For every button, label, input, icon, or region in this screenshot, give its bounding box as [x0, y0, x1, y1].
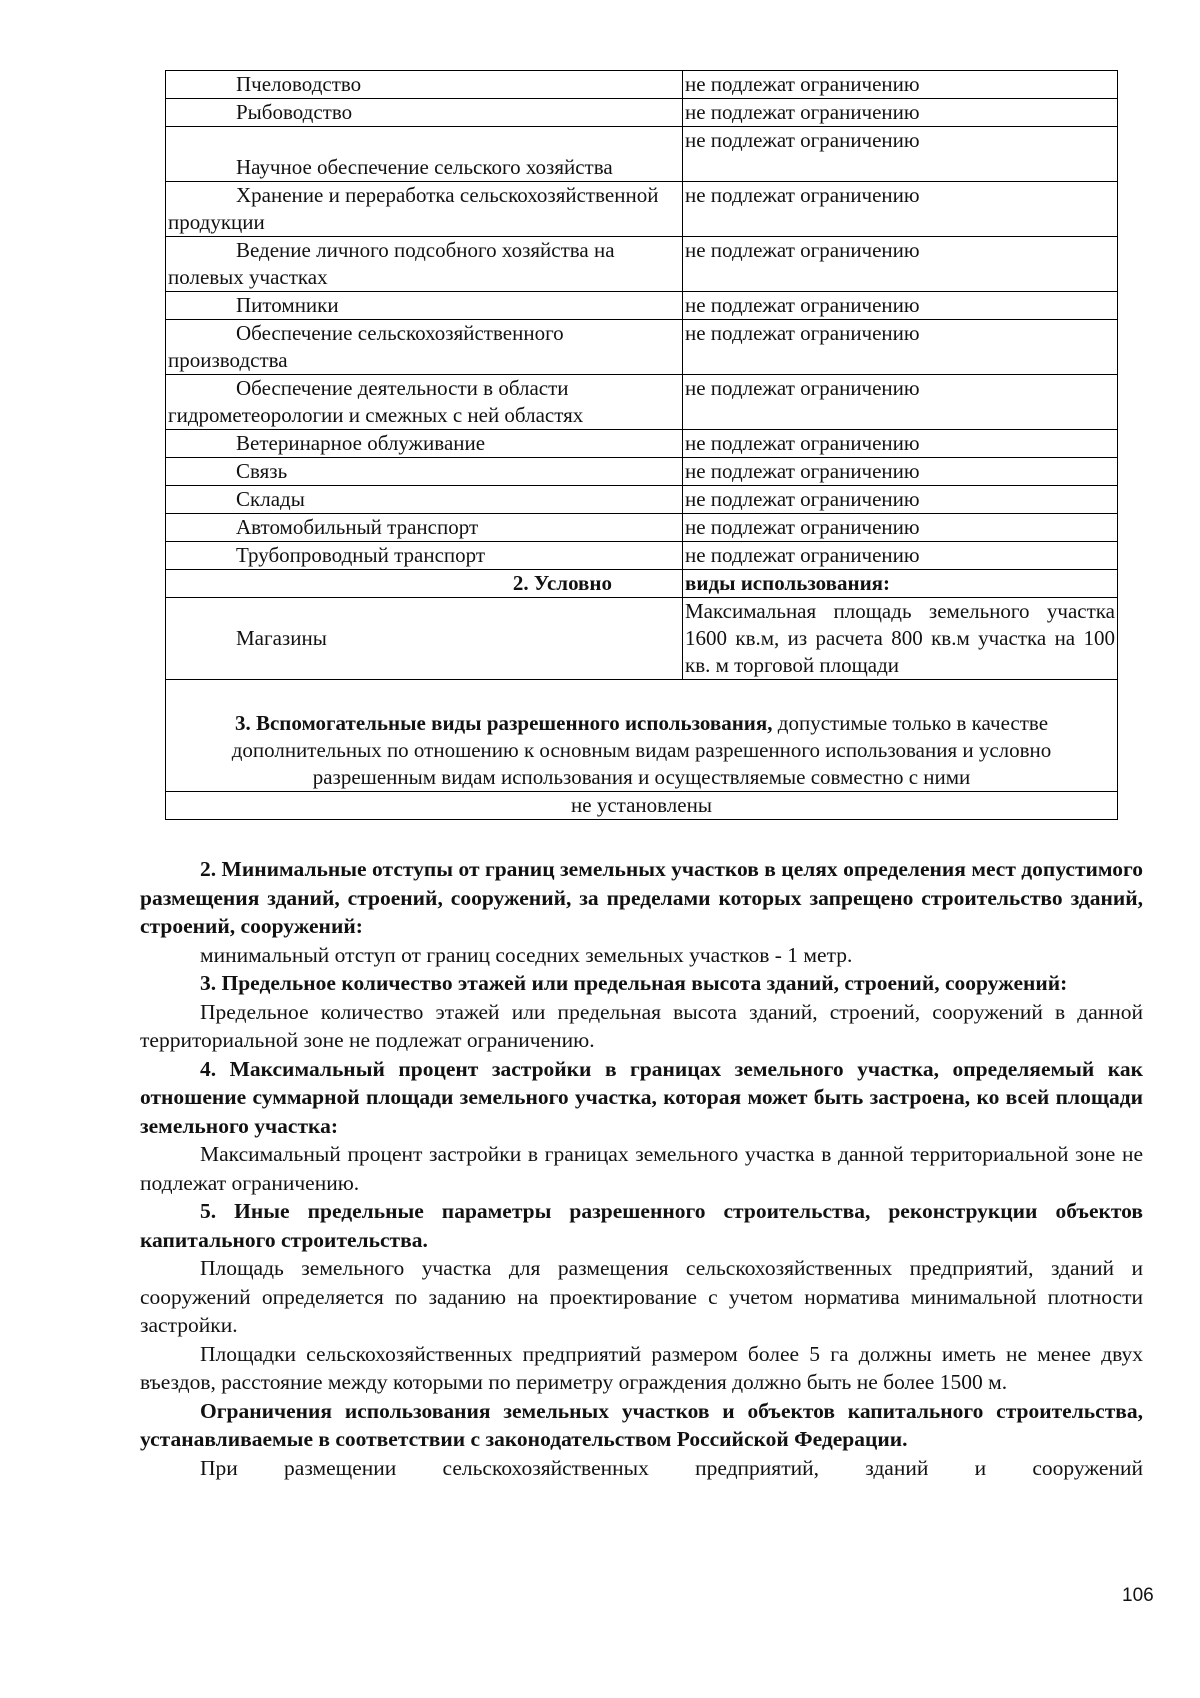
- use-name: Ведение личного подсобного хозяйства на полевых участках: [166, 237, 683, 292]
- use-value: не подлежат ограничению: [683, 237, 1118, 292]
- conditional-use-value: Максимальная площадь земельного участка 1600 кв.м, из расчета 800 кв.м участка на 100 кв. м торговой площади: [683, 598, 1118, 680]
- use-value: не подлежат ограничению: [683, 320, 1118, 375]
- table-row: [166, 430, 1118, 458]
- table-row: [166, 71, 1118, 99]
- section-3-heading: 3. Предельное количество этажей или предельная высота зданий, строений, сооружений:: [200, 971, 1068, 995]
- table-row: [166, 514, 1118, 542]
- use-name: Хранение и переработка сельскохозяйственной продукции: [166, 182, 683, 237]
- use-name: Питомники: [166, 292, 683, 320]
- table-row: [166, 458, 1118, 486]
- use-value: не подлежат ограничению: [683, 182, 1118, 237]
- conditional-header-row: [166, 570, 1118, 598]
- use-value: не подлежат ограничению: [683, 514, 1118, 542]
- use-value: не подлежат ограничению: [683, 430, 1118, 458]
- table-row: [166, 182, 1118, 237]
- use-name: Автомобильный транспорт: [166, 514, 683, 542]
- restrictions-text: При размещении сельскохозяйственных предприятий, зданий и сооружений: [200, 1455, 1143, 1480]
- use-name: Связь: [166, 458, 683, 486]
- permitted-uses-table: [165, 70, 1118, 820]
- conditional-use-name: Магазины: [166, 598, 683, 680]
- use-value: не подлежат ограничению: [683, 486, 1118, 514]
- auxiliary-title-bold: 3. Вспомогательные виды разрешенного использования,: [234, 711, 773, 735]
- use-name: Обеспечение сельскохозяйственного производства: [166, 320, 683, 375]
- document-body: [140, 855, 1143, 1482]
- use-name: Трубопроводный транспорт: [166, 542, 683, 570]
- use-value: не подлежат ограничению: [683, 292, 1118, 320]
- table-row: [166, 99, 1118, 127]
- section-4-text: Максимальный процент застройки в границах земельного участка в данной территориальной зоне не подлежат ограничению.: [140, 1142, 1143, 1195]
- conditional-header-left: 2. Условно: [166, 570, 683, 598]
- conditional-header-right: виды использования:: [683, 570, 1118, 598]
- use-name: Обеспечение деятельности в области гидрометеорологии и смежных с ней областях: [166, 375, 683, 430]
- use-value: не подлежат ограничению: [683, 71, 1118, 99]
- table-row: [166, 237, 1118, 292]
- section-5-heading: 5. Иные предельные параметры разрешенного строительства, реконструкции объектов капитального строительства.: [140, 1199, 1143, 1252]
- use-value: не подлежат ограничению: [683, 542, 1118, 570]
- table-row: [166, 542, 1118, 570]
- section-5-text-2: Площадки сельскохозяйственных предприятий размером более 5 га должны иметь не менее двух въездов, расстояние между которыми по периметру ограждения должно быть не более 1500 м.: [140, 1341, 1143, 1394]
- use-name: Склады: [166, 486, 683, 514]
- section-4-heading: 4. Максимальный процент застройки в границах земельного участка, определяемый как отношение суммарной площади земельного участка, которая может быть застроена, ко всей площади земельного участка:: [140, 1056, 1143, 1138]
- section-3-text: Предельное количество этажей или предельная высота зданий, строений, сооружений в данной территориальной зоне не подлежат ограничению.: [140, 999, 1143, 1052]
- use-name: Научное обеспечение сельского хозяйства: [166, 127, 683, 182]
- use-value: не подлежат ограничению: [683, 127, 1118, 182]
- page-number: 106: [1122, 1585, 1154, 1606]
- use-name: Пчеловодство: [166, 71, 683, 99]
- table-row: [166, 127, 1118, 182]
- table-row: [166, 486, 1118, 514]
- auxiliary-value: не установлены: [166, 792, 1118, 820]
- use-value: не подлежат ограничению: [683, 99, 1118, 127]
- table-row: [166, 375, 1118, 430]
- use-value: не подлежат ограничению: [683, 458, 1118, 486]
- auxiliary-title: [166, 680, 1118, 792]
- section-5-text-1: Площадь земельного участка для размещения сельскохозяйственных предприятий, зданий и сооружений определяется по заданию на проектирование с учетом норматива минимальной плотности застройки.: [140, 1256, 1143, 1337]
- conditional-row: [166, 598, 1118, 680]
- section-2-heading: 2. Минимальные отступы от границ земельных участков в целях определения мест допустимого размещения зданий, строений, сооружений, за пределами которых запрещено строительство зданий, строений, сооружений:: [140, 857, 1143, 938]
- use-value: не подлежат ограничению: [683, 375, 1118, 430]
- auxiliary-value-row: [166, 792, 1118, 820]
- use-name: Ветеринарное облуживание: [166, 430, 683, 458]
- auxiliary-title-rest: допустимые только в качестве дополнительных по отношению к основным видам разрешенного использования и условно разрешенным видам использования и осуществляемые совместно с ними: [231, 711, 1052, 789]
- table-row: [166, 292, 1118, 320]
- restrictions-heading: Ограничения использования земельных участков и объектов капитального строительства, устанавливаемые в соответствии с законодательством Российской Федерации.: [140, 1398, 1143, 1451]
- table-row: [166, 320, 1118, 375]
- auxiliary-row: [166, 680, 1118, 792]
- section-2-text: минимальный отступ от границ соседних земельных участков - 1 метр.: [200, 942, 853, 967]
- use-name: Рыбоводство: [166, 99, 683, 127]
